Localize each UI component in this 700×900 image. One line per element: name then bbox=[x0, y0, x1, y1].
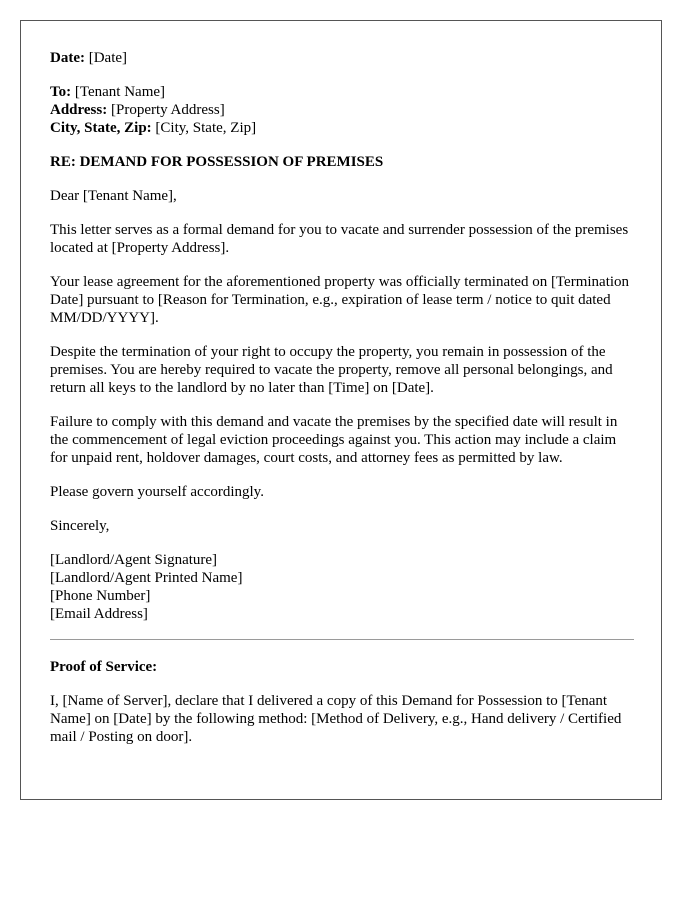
city-line bbox=[50, 119, 632, 137]
salutation: Dear [Tenant Name], bbox=[50, 188, 177, 204]
body-paragraph-5: Please govern yourself accordingly. bbox=[50, 484, 264, 500]
date-section bbox=[50, 49, 632, 67]
demand-letter bbox=[20, 20, 662, 800]
closing: Sincerely, bbox=[50, 518, 110, 534]
city-label: City, State, Zip: bbox=[50, 120, 152, 136]
proof-of-service-text: I, [Name of Server], declare that I delivered a copy of this Demand for Possession to [Tenant Name] on [Date] by the following method: [Method of Delivery, e.g., Hand delivery / Certified mail / Posting on door]. bbox=[50, 693, 622, 745]
date-value: [Date] bbox=[88, 50, 128, 66]
date-label: Date: bbox=[50, 50, 85, 66]
email-line: [Email Address] bbox=[50, 606, 148, 622]
city-value: [City, State, Zip] bbox=[155, 120, 257, 136]
body-paragraph-4: Failure to comply with this demand and vacate the premises by the specified date will result in the commencement of legal eviction proceedings against you. This action may include a claim for unpaid rent, holdover damages, court costs, and attorney fees as permitted by law. bbox=[50, 414, 618, 466]
to-line bbox=[50, 83, 632, 101]
body-paragraph-2: Your lease agreement for the aforementioned property was officially terminated on [Termination Date] pursuant to [Reason for Termination, e.g., expiration of lease term / notice to quit dated MM/DD/YYYY]. bbox=[50, 274, 630, 326]
section-divider bbox=[50, 639, 634, 640]
printed-name-line: [Landlord/Agent Printed Name] bbox=[50, 570, 243, 586]
signature-block bbox=[50, 551, 632, 623]
signature-line: [Landlord/Agent Signature] bbox=[50, 552, 218, 568]
body-paragraph-3: Despite the termination of your right to occupy the property, you remain in possession of the premises. You are hereby required to vacate the property, remove all personal belongings, and return all keys to the landlord by no later than [Time] on [Date]. bbox=[50, 344, 613, 396]
body-paragraph-1: This letter serves as a formal demand for you to vacate and surrender possession of the premises located at [Property Address]. bbox=[50, 222, 629, 256]
address-value: [Property Address] bbox=[110, 102, 225, 118]
recipient-block bbox=[50, 83, 632, 137]
phone-line: [Phone Number] bbox=[50, 588, 151, 604]
address-label: Address: bbox=[50, 102, 108, 118]
address-line bbox=[50, 101, 632, 119]
date-line bbox=[50, 49, 632, 67]
proof-of-service-heading: Proof of Service: bbox=[50, 659, 158, 675]
to-value: [Tenant Name] bbox=[74, 84, 166, 100]
subject-line: RE: DEMAND FOR POSSESSION OF PREMISES bbox=[50, 154, 384, 170]
to-label: To: bbox=[50, 84, 72, 100]
